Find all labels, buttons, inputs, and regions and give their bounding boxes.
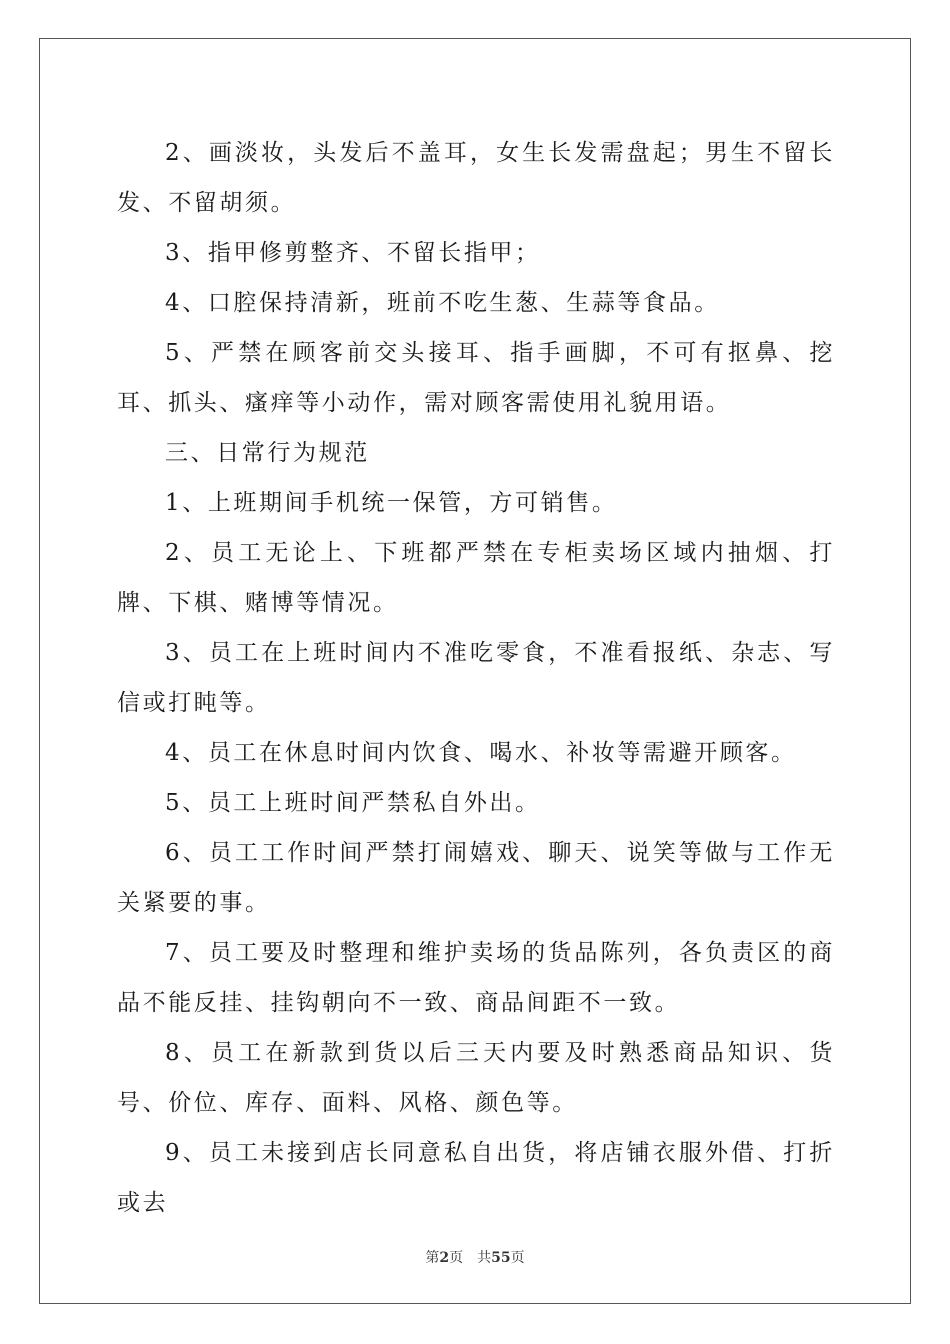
page-suffix: 页 — [449, 1250, 464, 1266]
page-prefix: 第 — [425, 1250, 440, 1266]
paragraph: 4、员工在休息时间内饮食、喝水、补妆等需避开顾客。 — [165, 740, 797, 766]
section-heading: 三、日常行为规范 — [165, 440, 370, 466]
total-suffix: 页 — [510, 1250, 525, 1266]
paragraph: 3、员工在上班时间内不准吃零食，不准看报纸、杂志、写信或打盹等。 — [117, 640, 835, 716]
paragraph: 8、员工在新款到货以后三天内要及时熟悉商品知识、货号、价位、库存、面料、风格、颜色等。 — [117, 1040, 835, 1116]
paragraph: 4、口腔保持清新，班前不吃生葱、生蒜等食品。 — [165, 290, 720, 316]
paragraph: 5、严禁在顾客前交头接耳、指手画脚，不可有抠鼻、挖耳、抓头、瘙痒等小动作，需对顾客需使用礼貌用语。 — [117, 340, 835, 416]
paragraph: 2、画淡妆，头发后不盖耳，女生长发需盘起；男生不留长发、不留胡须。 — [117, 140, 835, 216]
total-pages: 55 — [491, 1250, 511, 1266]
page-number: 2 — [439, 1250, 450, 1266]
paragraph: 3、指甲修剪整齐、不留长指甲； — [165, 240, 541, 266]
paragraph: 2、员工无论上、下班都严禁在专柜卖场区域内抽烟、打牌、下棋、赌博等情况。 — [117, 540, 835, 616]
paragraph: 1、上班期间手机统一保管，方可销售。 — [165, 490, 618, 516]
page-footer — [0, 1247, 950, 1267]
paragraph: 7、员工要及时整理和维护卖场的货品陈列，各负责区的商品不能反挂、挂钩朝向不一致、商品间距不一致。 — [117, 940, 835, 1016]
paragraph: 5、员工上班时间严禁私自外出。 — [165, 790, 541, 816]
document-body — [117, 128, 835, 1228]
paragraph: 6、员工工作时间严禁打闹嬉戏、聊天、说笑等做与工作无关紧要的事。 — [117, 840, 835, 916]
total-prefix: 共 — [477, 1250, 492, 1266]
paragraph: 9、员工未接到店长同意私自出货，将店铺衣服外借、打折或去 — [117, 1140, 835, 1216]
